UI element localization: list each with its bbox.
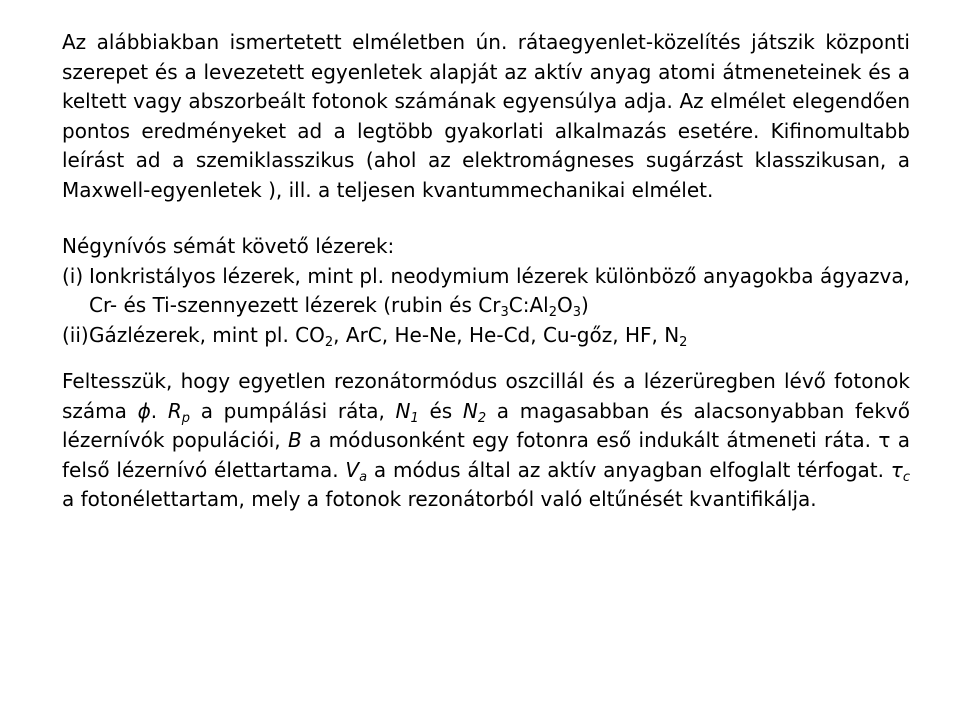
intro-paragraph: Az alábbiakban ismertetett elméletben ún. rátaegyenlet-közelítés játszik központi szerepet és a levezetett egyenletek alapját az aktív anyag atomi átmeneteinek és a keltett vagy abszorbeált fotonok számának egyensúlya adja. Az elmélet elegendően pontos eredményeket ad a legtöbb gyakorlati alkalmazás esetére. Kifinomultabb leírást ad a szemiklasszikus (ahol az elektromágneses sugárzást klasszikusan, a Maxwell-egyenletek ), ill. a teljesen kvantummechanikai elmélet. xyxy=(62,30,910,202)
list-item-1 xyxy=(62,262,910,321)
n1-symbol: N xyxy=(395,398,411,423)
phi-symbol: ϕ xyxy=(137,398,151,423)
spacer xyxy=(62,350,910,367)
slide-content xyxy=(62,28,910,515)
n2-sub: 2 xyxy=(679,334,688,350)
list-item-1-close: ) xyxy=(581,293,589,317)
formula-o: O xyxy=(556,293,573,317)
n1-sub: 1 xyxy=(410,410,419,426)
tau-c-sub: c xyxy=(902,469,910,485)
list-item-1-text: Ionkristályos lézerek, mint pl. neodymium lézerek különböző anyagokba ágyazva, Cr- és Ti-szennyezett lézerek (rubin és xyxy=(89,263,910,317)
b-symbol: B xyxy=(287,428,302,452)
va-symbol: V xyxy=(345,457,360,482)
n2-symbol: N xyxy=(462,398,478,423)
formula-al-sub: 2 xyxy=(548,305,557,320)
formula-cr: Cr xyxy=(478,293,501,317)
list-item-2 xyxy=(62,321,910,351)
rp-symbol: R xyxy=(167,398,182,423)
rp-sub: p xyxy=(181,410,191,426)
formula-cal: C:Al xyxy=(508,293,549,317)
list-item-2-text-rest: , ArC, He-Ne, He-Cd, Cu-gőz, HF, N xyxy=(333,322,680,347)
va-sub: a xyxy=(359,469,368,485)
list-marker-1: (i) xyxy=(62,263,84,288)
tau-c-symbol: τ xyxy=(890,457,903,482)
list-item-2-text: Gázlézerek, mint pl. CO xyxy=(89,322,325,347)
model-text-6: a módusonként egy fotonra eső indukált átmeneti ráta. τ a felső lézernívó élettartama. xyxy=(62,428,910,482)
list-marker-2: (ii) xyxy=(62,322,89,347)
model-text-1: Feltesszük, hogy egyetlen rezonátormódus oszcillál és a lézerüregben lévő fotonok száma xyxy=(62,369,910,423)
model-text-2: . xyxy=(150,398,168,423)
formula-cr-sub: 3 xyxy=(500,305,509,320)
model-text-8: a fotonélettartam, mely a fotonok rezonátorból való eltűnését kvantifikálja. xyxy=(62,487,817,511)
formula-o-sub: 3 xyxy=(572,305,581,320)
model-paragraph xyxy=(62,367,910,515)
co2-sub: 2 xyxy=(324,334,334,350)
model-text-7: a módus által az aktív anyagban elfoglalt térfogat. xyxy=(367,457,891,482)
list-heading: Négynívós sémát követő lézerek: xyxy=(62,234,395,258)
model-text-3: a pumpálási ráta, xyxy=(190,398,396,423)
n2-level-sub: 2 xyxy=(477,410,487,426)
model-text-4: és xyxy=(418,398,463,423)
spacer xyxy=(62,205,910,232)
model-text-5: a magasabban és alacsonyabban fekvő lézernívók populációi, xyxy=(62,398,911,452)
